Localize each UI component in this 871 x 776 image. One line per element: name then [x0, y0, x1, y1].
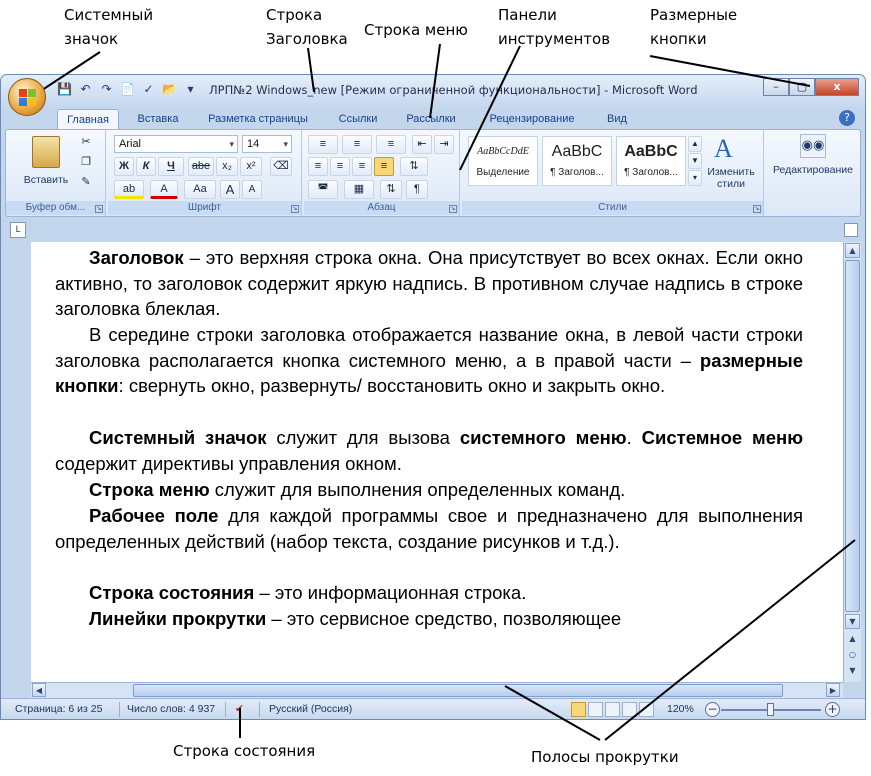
text-run: В середине строки заголовка отображается название окна, в левой части строки заголовка располагается кнопка системного меню, а в правой части –: [55, 324, 803, 371]
text-run: : свернуть окно, развернуть/ восстановить окно и закрыть окно.: [118, 375, 666, 397]
paragraph-launcher-icon[interactable]: ↘: [450, 205, 456, 212]
callout-title-bar: Строка Заголовка: [266, 6, 348, 48]
line-spacing-icon[interactable]: ⇅: [400, 157, 428, 176]
bold-run: Строка состояния: [89, 582, 255, 603]
doc-paragraph: [55, 606, 803, 632]
scroll-left-icon[interactable]: ◀: [32, 683, 46, 697]
bold-run: Линейки прокрутки: [89, 608, 267, 629]
subscript-button[interactable]: x₂: [216, 157, 238, 176]
undo-icon[interactable]: ↶: [80, 82, 91, 96]
zoom-in-icon[interactable]: +: [825, 702, 840, 717]
superscript-button[interactable]: x²: [240, 157, 262, 176]
tab-selector-button[interactable]: L: [10, 222, 26, 238]
tab-mailings[interactable]: Рассылки: [406, 113, 456, 125]
sort-icon[interactable]: ⇅: [380, 180, 402, 199]
copy-icon[interactable]: ❐: [81, 156, 91, 168]
bullets-icon[interactable]: ≡: [308, 135, 338, 154]
style-tile-emphasis[interactable]: [468, 136, 538, 186]
zoom-out-icon[interactable]: −: [705, 702, 720, 717]
callout-system-icon: Системный значок: [64, 6, 154, 48]
help-icon[interactable]: ?: [839, 110, 855, 126]
doc-paragraph: [55, 477, 803, 503]
quick-access-toolbar: [57, 82, 198, 97]
next-page-icon[interactable]: ▼: [849, 666, 856, 675]
title-bar: [1, 75, 865, 107]
text-run: – это информационная строка.: [254, 582, 527, 603]
word-window: [0, 74, 866, 720]
cut-icon[interactable]: ✂: [81, 136, 91, 148]
align-right-icon[interactable]: ≡: [352, 157, 372, 176]
document-area[interactable]: [31, 242, 843, 682]
style-tile-heading1[interactable]: [542, 136, 612, 186]
scroll-up-icon[interactable]: ▲: [845, 243, 860, 258]
vertical-scrollbar[interactable]: [843, 242, 861, 682]
strikethrough-button[interactable]: abe: [188, 157, 214, 176]
multilevel-list-icon[interactable]: ≡: [376, 135, 406, 154]
clipboard-group: [6, 130, 106, 216]
new-document-icon[interactable]: 📄: [120, 82, 135, 96]
status-separator: [119, 702, 120, 717]
justify-icon[interactable]: ≡: [374, 157, 394, 176]
font-group-label: Шрифт: [108, 201, 301, 215]
browse-object-icon[interactable]: ○: [849, 650, 856, 659]
highlight-icon[interactable]: ab: [114, 180, 144, 199]
horizontal-scrollbar[interactable]: [31, 682, 843, 698]
change-styles-label[interactable]: Изменить стили: [707, 166, 755, 190]
text-run: .: [626, 427, 642, 448]
callout-menu-bar: Строка меню: [364, 21, 468, 39]
paragraph-group: [304, 130, 460, 216]
status-separator: [225, 702, 226, 717]
redo-icon[interactable]: ↷: [101, 82, 112, 96]
status-bar: [1, 698, 865, 720]
bold-button[interactable]: Ж: [114, 157, 134, 176]
font-group: [108, 130, 302, 216]
status-separator: [259, 702, 260, 717]
change-styles-icon[interactable]: A: [714, 134, 733, 163]
styles-launcher-icon[interactable]: ↘: [754, 205, 760, 212]
doc-paragraph: [55, 245, 803, 322]
window-buttons: [763, 78, 859, 96]
callout-scrollbars: Полосы прокрутки: [531, 748, 679, 766]
open-icon[interactable]: 📂: [162, 82, 177, 96]
proofing-icon[interactable]: ✔: [235, 703, 244, 715]
styles-scroll-up-icon[interactable]: ▲: [688, 136, 702, 152]
doc-paragraph: [55, 425, 803, 476]
text-run: для каждой программы свое и предназначено для выполнения определенных действий (набор текста, создание рисунков и т.д.).: [55, 505, 804, 552]
shrink-font-button[interactable]: A: [242, 180, 262, 199]
ruler-row: [1, 219, 865, 241]
bold-run: системного меню: [459, 427, 627, 448]
text-run: служит для вызова: [266, 427, 460, 448]
paste-icon[interactable]: [32, 136, 60, 168]
style-sample: AaBbC: [551, 143, 603, 160]
ribbon: [5, 129, 861, 217]
binoculars-icon[interactable]: ◉◉: [800, 134, 826, 158]
style-name: ¶ Заголов...: [550, 167, 604, 178]
doc-paragraph: [55, 580, 803, 606]
maximize-button[interactable]: ▢: [789, 78, 815, 96]
align-center-icon[interactable]: ≡: [330, 157, 350, 176]
ruler-toggle-icon[interactable]: [844, 223, 858, 237]
numbering-icon[interactable]: ≡: [342, 135, 372, 154]
text-run: – это сервисное средство, позволяющее: [266, 608, 622, 629]
prev-page-icon[interactable]: ▲: [849, 634, 856, 643]
bold-run: Рабочее поле: [89, 505, 219, 526]
save-icon[interactable]: 💾: [57, 82, 72, 96]
text-run: служит для выполнения определенных команд.: [209, 479, 626, 500]
style-sample: AaBbC: [624, 143, 678, 160]
clipboard-group-label: Буфер обм...: [6, 201, 105, 215]
tab-insert[interactable]: Вставка: [137, 113, 179, 125]
ribbon-tabs: [1, 107, 865, 129]
tab-view[interactable]: Вид: [607, 113, 627, 125]
bold-run: Строка меню: [89, 479, 210, 500]
paragraph-group-label: Абзац: [304, 201, 459, 215]
styles-group-label: Стили: [462, 201, 763, 215]
increase-indent-icon[interactable]: ⇥: [434, 135, 454, 154]
doc-paragraph: [55, 503, 803, 554]
tab-page-layout[interactable]: Разметка страницы: [208, 113, 308, 125]
status-language[interactable]: Русский (Россия): [269, 703, 353, 715]
zoom-slider-handle[interactable]: [767, 703, 774, 716]
editing-label[interactable]: Редактирование: [773, 164, 853, 176]
bold-run: размерные кнопки: [55, 349, 803, 397]
borders-icon[interactable]: ▦: [344, 180, 374, 199]
decrease-indent-icon[interactable]: ⇤: [412, 135, 432, 154]
bold-run: Системный значок: [89, 427, 267, 448]
change-case-button[interactable]: Аа: [184, 180, 216, 199]
window-title: ЛРП№2 Windows_new [Режим ограниченной функциональности] - Microsoft Word: [209, 83, 698, 97]
style-name: ¶ Заголов...: [624, 167, 678, 178]
styles-more-icon[interactable]: ▾: [688, 170, 702, 186]
style-sample: AaBbCcDdE: [477, 146, 529, 157]
show-marks-icon[interactable]: ¶: [406, 180, 428, 199]
draft-view-icon[interactable]: [639, 702, 654, 717]
clipboard-launcher-icon[interactable]: ↘: [96, 205, 102, 212]
status-word-count[interactable]: Число слов: 4 937: [127, 703, 216, 715]
editing-group: [766, 130, 860, 216]
office-logo-icon: [19, 89, 36, 106]
font-launcher-icon[interactable]: ↘: [292, 205, 298, 212]
vertical-scroll-thumb[interactable]: [845, 260, 860, 612]
close-button[interactable]: x: [815, 78, 859, 96]
callout-size-buttons: Размерные кнопки: [650, 6, 738, 48]
paste-button-label[interactable]: Вставить: [23, 174, 69, 186]
style-tile-heading2[interactable]: [616, 136, 686, 186]
scroll-right-icon[interactable]: ▶: [826, 683, 840, 697]
status-page[interactable]: Страница: 6 из 25: [15, 703, 103, 715]
outline-view-icon[interactable]: [622, 702, 637, 717]
style-name: Выделение: [476, 167, 530, 178]
clear-format-icon[interactable]: ⌫: [270, 157, 292, 176]
callout-toolbars: Панели инструментов: [498, 6, 611, 48]
callout-status-bar: Строка состояния: [173, 742, 316, 760]
bold-run: Системное меню: [641, 427, 803, 448]
styles-scroll-down-icon[interactable]: ▼: [688, 153, 702, 169]
spelling-icon[interactable]: ✓: [143, 82, 154, 96]
bold-run: Заголовок: [89, 247, 184, 268]
font-name-select[interactable]: Arial ▾: [114, 135, 238, 153]
font-size-select[interactable]: 14 ▾: [242, 135, 292, 153]
tab-home[interactable]: Главная: [57, 109, 119, 129]
font-color-icon[interactable]: A: [150, 180, 178, 199]
text-run: – это верхняя строка окна. Она присутствует во всех окнах. Если окно активно, то заголовок содержит яркую надпись. В противном случае надпись в строке заголовка блеклая.: [55, 247, 803, 320]
scroll-down-icon[interactable]: ▼: [845, 614, 860, 629]
horizontal-scroll-thumb[interactable]: [133, 684, 783, 697]
format-painter-icon[interactable]: ✎: [81, 176, 91, 188]
text-run: содержит директивы управления окном.: [55, 452, 402, 474]
tab-review[interactable]: Рецензирование: [489, 113, 575, 125]
shading-icon[interactable]: ◚: [308, 180, 338, 199]
full-screen-view-icon[interactable]: [588, 702, 603, 717]
minimize-button[interactable]: –: [763, 78, 789, 96]
web-layout-view-icon[interactable]: [605, 702, 620, 717]
zoom-level[interactable]: 120%: [667, 703, 694, 715]
customize-qat-icon[interactable]: ▾: [187, 82, 194, 96]
doc-paragraph: [55, 322, 803, 399]
align-left-icon[interactable]: ≡: [308, 157, 328, 176]
office-button[interactable]: [8, 78, 46, 116]
styles-group: [462, 130, 764, 216]
underline-button[interactable]: Ч: [158, 157, 184, 176]
grow-font-button[interactable]: A: [220, 180, 240, 199]
tab-references[interactable]: Ссылки: [338, 113, 378, 125]
italic-button[interactable]: К: [136, 157, 156, 176]
print-layout-view-icon[interactable]: [571, 702, 586, 717]
